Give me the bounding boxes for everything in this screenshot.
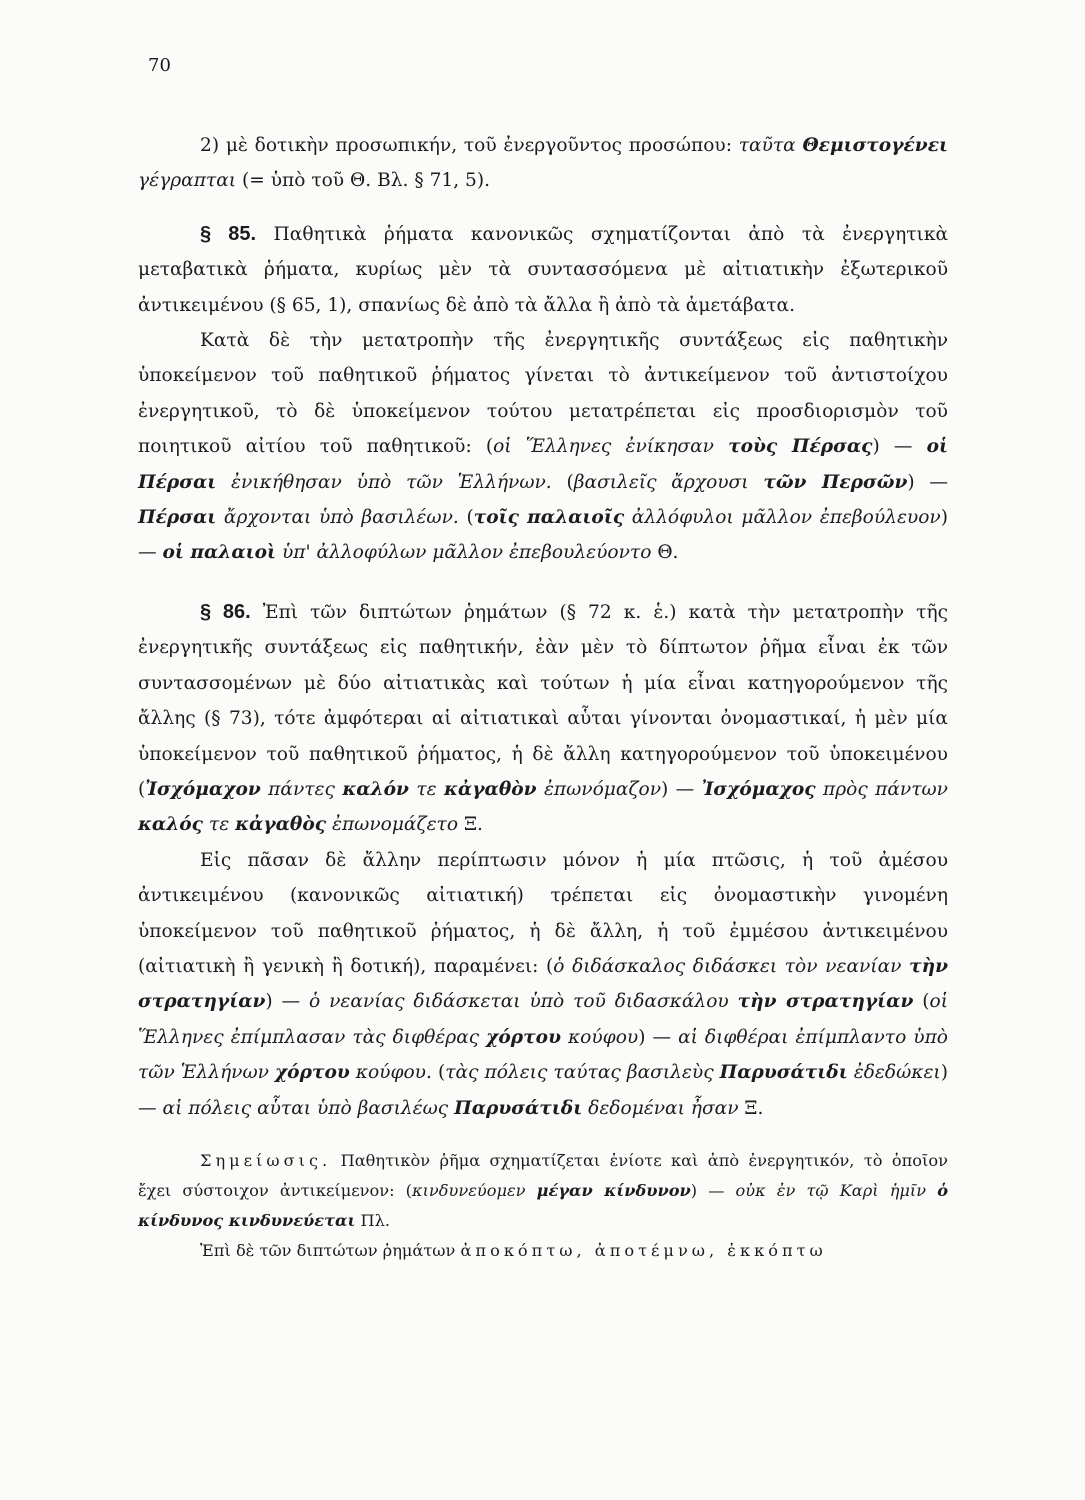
paragraph-dative-agent: 2) μὲ δοτικὴν προσωπικήν, τοῦ ἐνεργοῦντος προσώπου: ταῦτα Θεμιστογένει γέγραπται (= ὑπὸ τοῦ Θ. Βλ. § 71, 5).: [138, 135, 948, 192]
section-number: § 85.: [200, 222, 257, 245]
note-paragraph-continued: Ἐπὶ δὲ τῶν διπτώτων ῥημάτων ἀποκόπτω, ἀποτέμνω, ἐκκόπτω: [200, 1240, 827, 1260]
section-85: § 85. Παθητικὰ ῥήματα κανονικῶς σχηματίζονται ἀπὸ τὰ ἐνεργητικὰ μεταβατικὰ ῥήματα, κυρίως μὲν τὰ συντασσόμενα μὲ αἰτιατικὴν ἐξωτερικοῦ ἀντικειμένου (§ 65, 1), σπανίως δὲ ἀπὸ τὰ ἄλλα ἢ ἀπὸ τὰ ἀμετάβατα.: [138, 222, 948, 316]
main-text: [138, 128, 948, 1266]
paragraph-other-cases: Εἰς πᾶσαν δὲ ἄλλην περίπτωσιν μόνον ἡ μία πτῶσις, ἡ τοῦ ἀμέσου ἀντικειμένου (κανονικῶς αἰτιατική) τρέπεται εἰς ὀνομαστικὴν γινομένη ὑποκείμενον τοῦ παθητικοῦ ῥήματος, ἡ δὲ ἄλλη, ἡ τοῦ ἐμμέσου ἀντικειμένου (αἰτιατικὴ ἢ γενικὴ ἢ δοτική), παραμένει: (ὁ διδάσκαλος διδάσκει τὸν νεανίαν τὴν στρατηγίαν) — ὁ νεανίας διδάσκεται ὑπὸ τοῦ διδασκάλου τὴν στρατηγίαν (οἱ Ἕλληνες ἐπίμπλασαν τὰς διφθέρας χόρτου κούφου) — αἱ διφθέραι ἐπίμπλαντο ὑπὸ τῶν Ἑλλήνων χόρτου κούφου. (τὰς πόλεις ταύτας βασιλεὺς Παρυσάτιδι ἐδεδώκει) — αἱ πόλεις αὗται ὑπὸ βασιλέως Παρυσάτιδι δεδομέναι ἦσαν Ξ.: [138, 849, 949, 1119]
note-paragraph: Σημείωσις. Παθητικὸν ῥῆμα σχηματίζεται ἐνίοτε καὶ ἀπὸ ἐνεργητικόν, τὸ ὁποῖον ἔχει σύστοιχον ἀντικείμενον: (κινδυνεύομεν μέγαν κίνδυνον) — οὐκ ἐν τῷ Καρὶ ἡμῖν ὁ κίνδυνος κινδυνεύεται Πλ.: [138, 1150, 949, 1230]
paragraph-active-to-passive: Κατὰ δὲ τὴν μετατροπὴν τῆς ἐνεργητικῆς συντάξεως εἰς παθητικὴν ὑποκείμενον τοῦ παθητικοῦ ῥήματος γίνεται τὸ ἀντικείμενον τοῦ ἀντιστοίχου ἐνεργητικοῦ, τὸ δὲ ὑποκείμενον τούτου μετατρέπεται εἰς προσδιορισμὸν τοῦ ποιητικοῦ αἰτίου τοῦ παθητικοῦ: (οἱ Ἕλληνες ἐνίκησαν τοὺς Πέρσας) — οἱ Πέρσαι ἐνικήθησαν ὑπὸ τῶν Ἑλλήνων. (βασιλεῖς ἄρχουσι τῶν Περσῶν) — Πέρσαι ἄρχονται ὑπὸ βασιλέων. (τοῖς παλαιοῖς ἀλλόφυλοι μᾶλλον ἐπεβούλευον) — οἱ παλαιοὶ ὑπ' ἀλλοφύλων μᾶλλον ἐπεβουλεύοντο Θ.: [138, 330, 949, 564]
section-86: § 86. Ἐπὶ τῶν διπτώτων ῥημάτων (§ 72 κ. ἑ.) κατὰ τὴν μετατροπὴν τῆς ἐνεργητικῆς συντάξεως εἰς παθητικήν, ἐὰν μὲν τὸ δίπτωτον ῥῆμα εἶναι ἐκ τῶν συντασσομένων μὲ δύο αἰτιατικὰς καὶ τούτων ἡ μία εἶναι κατηγορούμενον τῆς ἄλλης (§ 73), τότε ἀμφότεραι αἱ αἰτιατικαὶ αὗται γίνονται ὀνομαστικαί, ἡ μὲν μία ὑποκείμενον τοῦ παθητικοῦ ῥήματος, ἡ δὲ ἄλλη κατηγορούμενον τοῦ ὑποκειμένου (Ἰσχόμαχον πάντες καλόν τε κἀγαθὸν ἐπωνόμαζον) — Ἰσχόμαχος πρὸς πάντων καλός τε κἀγαθὸς ἐπωνομάζετο Ξ.: [138, 600, 948, 836]
section-number: § 86.: [200, 600, 251, 623]
page-number: 70: [148, 55, 171, 76]
note-heading: Σημείωσις.: [200, 1150, 332, 1170]
